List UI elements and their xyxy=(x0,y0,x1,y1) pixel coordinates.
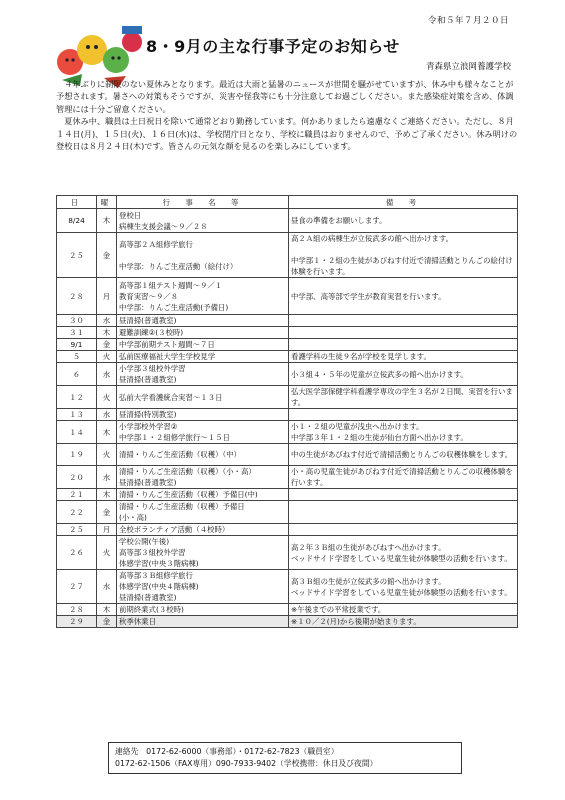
schedule-table xyxy=(56,195,518,628)
cell-day: 金 xyxy=(97,501,117,524)
table-row xyxy=(57,278,518,315)
header-date: 日 xyxy=(57,196,97,209)
cell-day: 水 xyxy=(97,570,117,604)
cell-date: 8/24 xyxy=(57,209,97,233)
cell-note: 高２Ａ組の病棟生が立佞武多の館へ出かけます。 中学部１・２組の生徒があびねす付近で清掃活動とりんごの絵付け体験を行います。 xyxy=(289,233,518,278)
table-row xyxy=(57,604,518,616)
table-row xyxy=(57,570,518,604)
cell-events: 弘前大学看護統合実習～１３日 xyxy=(117,386,289,409)
table-row xyxy=(57,209,518,233)
cell-date: ３１ xyxy=(57,327,97,339)
cell-date: １９ xyxy=(57,444,97,466)
table-row xyxy=(57,536,518,570)
header-day: 曜 xyxy=(97,196,117,209)
cell-day: 金 xyxy=(97,616,117,628)
cell-events: 清掃・りんご生産活動（収穫）（小・高） 昼清掃(普通教室) xyxy=(117,466,289,489)
cell-note xyxy=(289,327,518,339)
cell-note xyxy=(289,339,518,351)
cell-note: 小１・２組の児童が浅虫へ出かけます。 中学部３年１・２組の生徒が仙台方面へ出かけます。 xyxy=(289,421,518,444)
cell-date: ２６ xyxy=(57,536,97,570)
table-row xyxy=(57,327,518,339)
page-title: 8・9月の主な行事予定のお知らせ xyxy=(146,37,400,56)
cell-events: 避難訓練②(３校時) xyxy=(117,327,289,339)
cell-day: 木 xyxy=(97,327,117,339)
cell-events: 小学部校外学習② 中学部１・２組修学旅行～１５日 xyxy=(117,421,289,444)
table-row xyxy=(57,233,518,278)
cell-day: 火 xyxy=(97,536,117,570)
cell-date: ２８ xyxy=(57,278,97,315)
cell-date: ２０ xyxy=(57,466,97,489)
cell-note: 弘大医学部保健学科看護学専攻の学生３名が２日間、実習を行います。 xyxy=(289,386,518,409)
table-row xyxy=(57,363,518,386)
cell-events: 清掃・りんご生産活動（収穫）予備日(中) xyxy=(117,489,289,501)
cell-date: １２ xyxy=(57,386,97,409)
cell-date: １４ xyxy=(57,421,97,444)
cell-events: 清掃・りんご生産活動（収穫）予備日 (小・高) xyxy=(117,501,289,524)
cell-note xyxy=(289,524,518,536)
cell-day: 木 xyxy=(97,489,117,501)
cell-day: 金 xyxy=(97,339,117,351)
cell-day: 月 xyxy=(97,524,117,536)
cell-date: ２５ xyxy=(57,233,97,278)
cell-events: 清掃・りんご生産活動（収穫）（中） xyxy=(117,444,289,466)
cell-note xyxy=(289,409,518,421)
table-row xyxy=(57,524,518,536)
intro-paragraph-2: 夏休み中、職員は土日祝日を除いて通常どおり勤務しています。何かありましたら遠慮なくご連絡ください。ただし、８月１４日(月)、１５日(火)、１６日(水)は、学校閉庁日となり、学校に職員はおりませんので、予めご了承ください。休み明けの登校日は８月２４日(木)です。皆さんの元気な顔を見るのを楽しみにしています。 xyxy=(56,116,518,152)
cell-day: 水 xyxy=(97,466,117,489)
intro-paragraph-1: ４年ぶりに制限のない夏休みとなります。最近は大雨と猛暑のニュースが世間を騒がせていますが、休み中も様々なことが予想されます。暑さへの対策もそうですが、災害や怪我等にも十分注意してお過ごしください。また感染症対策を含め、体調管理には十分ご留意ください。 xyxy=(56,79,514,114)
cell-note: 小３組４・５年の児童が立佞武多の館へ出かけます。 xyxy=(289,363,518,386)
table-row xyxy=(57,616,518,628)
cell-events: 高等部２Ａ組修学旅行 中学部：りんご生産活動（絵付け） xyxy=(117,233,289,278)
table-row xyxy=(57,466,518,489)
cell-day: 木 xyxy=(97,209,117,233)
cell-events: 小学部３組校外学習 昼清掃(普通教室) xyxy=(117,363,289,386)
cell-note: ※１０／２(月)から後期が始まります。 xyxy=(289,616,518,628)
contact-line-1: 連絡先 0172-62-6000（事務部）・0172-62-7823（職員室） xyxy=(115,747,339,756)
cell-events: 中学部前期テスト週間～７日 xyxy=(117,339,289,351)
table-row xyxy=(57,421,518,444)
cell-events: 秋季休業日 xyxy=(117,616,289,628)
cell-day: 火 xyxy=(97,444,117,466)
cell-day: 水 xyxy=(97,363,117,386)
cell-date: ２８ xyxy=(57,604,97,616)
cell-note: 小・高の児童生徒があびねす付近で清掃活動とりんごの収穫体験を行います。 xyxy=(289,466,518,489)
cell-note xyxy=(289,315,518,327)
header-events: 行 事 名 等 xyxy=(117,196,289,209)
contact-box xyxy=(108,742,462,774)
cell-events: 昼清掃(特別教室) xyxy=(117,409,289,421)
cell-date: ２９ xyxy=(57,616,97,628)
cell-date: ３０ xyxy=(57,315,97,327)
cell-day: 火 xyxy=(97,386,117,409)
cell-day: 火 xyxy=(97,351,117,363)
cell-date: ２２ xyxy=(57,501,97,524)
cell-events: 登校日 病棟生支援会議～９／２８ xyxy=(117,209,289,233)
cell-events: 弘前医療福祉大学生学校見学 xyxy=(117,351,289,363)
cell-day: 金 xyxy=(97,233,117,278)
cell-date: ２７ xyxy=(57,570,97,604)
cell-note: 高３Ｂ組の生徒が立佞武多の館へ出かけます。 ベッドサイド学習をしている児童生徒が体験型の活動を行います。 xyxy=(289,570,518,604)
issue-date: 令和５年７月２０日 xyxy=(427,16,509,26)
cell-events: 学校公開(午後) 高等部３組校外学習 体感学習(中央３階病棟) xyxy=(117,536,289,570)
cell-note: ※午後までの平常授業です。 xyxy=(289,604,518,616)
cell-events: 高等部１組テスト週間～９／１ 教育実習～９／８ 中学部：りんご生産活動(予備日) xyxy=(117,278,289,315)
table-row xyxy=(57,339,518,351)
cell-date: ６ xyxy=(57,363,97,386)
cell-day: 木 xyxy=(97,604,117,616)
cell-date: 9/1 xyxy=(57,339,97,351)
cell-day: 木 xyxy=(97,421,117,444)
table-row xyxy=(57,315,518,327)
cell-events: 高等部３Ｂ組修学旅行 体感学習(中央４階病棟) 昼清掃(普通教室) xyxy=(117,570,289,604)
cell-day: 水 xyxy=(97,315,117,327)
table-row xyxy=(57,444,518,466)
cell-note xyxy=(289,489,518,501)
cell-date: ２５ xyxy=(57,524,97,536)
cell-events: 全校ボランティア活動（４校時） xyxy=(117,524,289,536)
cell-day: 水 xyxy=(97,409,117,421)
schedule-header-row xyxy=(57,196,518,209)
cell-date: ２１ xyxy=(57,489,97,501)
cell-date: １３ xyxy=(57,409,97,421)
intro-text xyxy=(56,78,520,152)
cell-day: 月 xyxy=(97,278,117,315)
cell-note: 看護学科の生徒９名が学校を見学します。 xyxy=(289,351,518,363)
table-row xyxy=(57,351,518,363)
header-notes: 備 考 xyxy=(289,196,518,209)
table-row xyxy=(57,409,518,421)
school-name: 青森県立浪岡養護学校 xyxy=(425,62,511,72)
table-row xyxy=(57,386,518,409)
cell-note: 昼食の準備をお願いします。 xyxy=(289,209,518,233)
cell-note: 高２年３Ｂ組の生徒があびねすへ出かけます。 ベッドサイド学習をしている児童生徒が体験型の活動を行います。 xyxy=(289,536,518,570)
cell-note: 中の生徒があびねす付近で清掃活動とりんごの収穫体験をします。 xyxy=(289,444,518,466)
schedule-body xyxy=(57,209,518,628)
cell-events: 前期終業式(３校時) xyxy=(117,604,289,616)
contact-line-2: 0172-62-1506（FAX専用）090-7933-9402（学校携帯：休日及び夜間） xyxy=(115,759,378,768)
cell-events: 昼清掃(普通教室) xyxy=(117,315,289,327)
cell-note: 中学部、高等部で学生が教育実習を行います。 xyxy=(289,278,518,315)
table-row xyxy=(57,489,518,501)
cell-note xyxy=(289,501,518,524)
table-row xyxy=(57,501,518,524)
cell-date: ５ xyxy=(57,351,97,363)
